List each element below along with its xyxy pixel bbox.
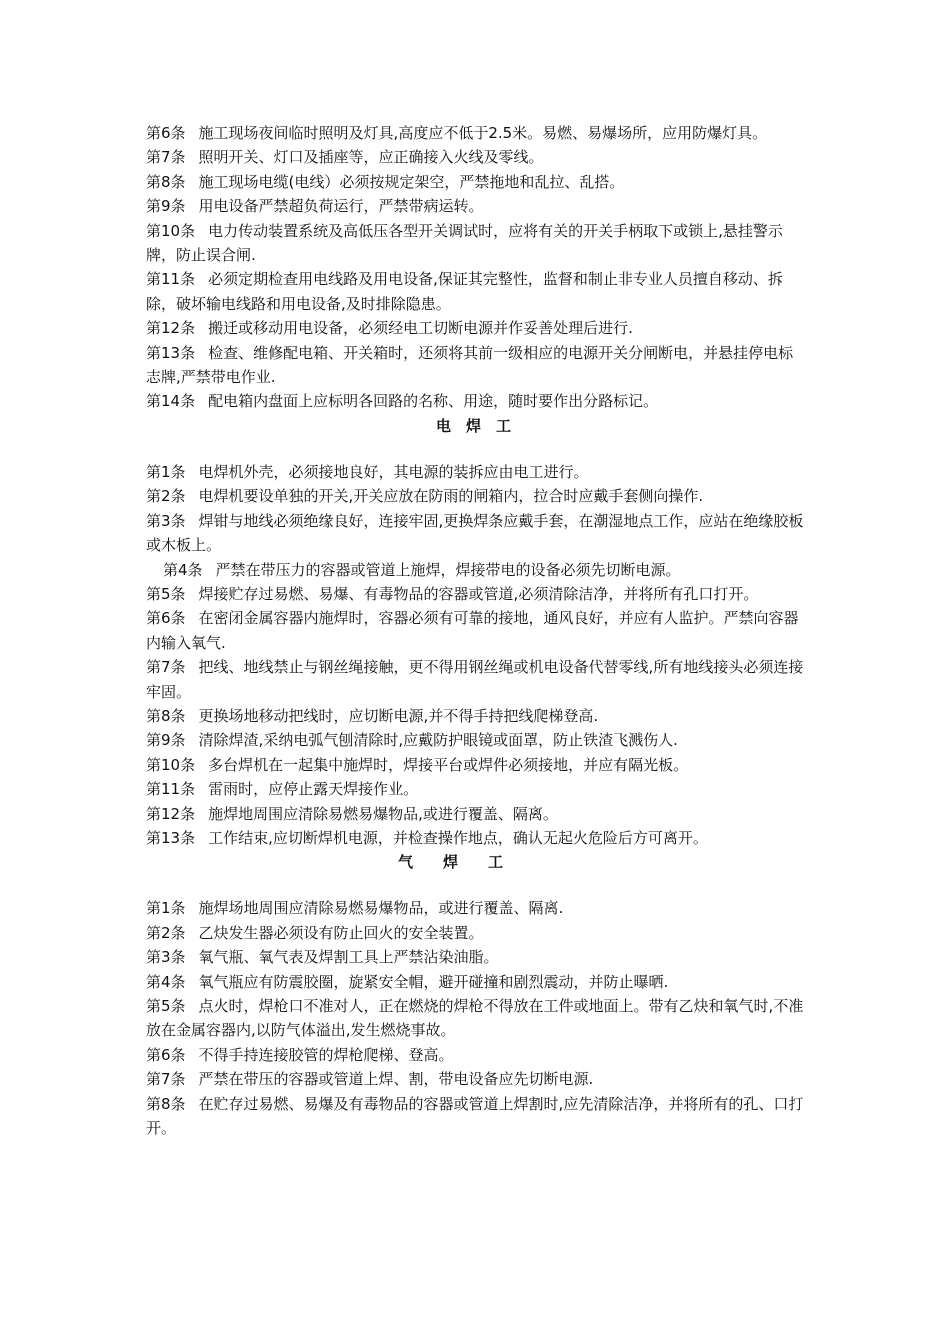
rule-item: [146, 1067, 808, 1091]
rule-text: 电力传动装置系统及高低压各型开关调试时，应将有关的开关手柄取下或锁上,悬挂警示牌，防止误合闸.: [146, 221, 783, 265]
document-body: [146, 121, 808, 1140]
rule-text: 施工现场夜间临时照明及灯具,高度应不低于2.5米。易燃、易爆场所，应用防爆灯具。: [198, 124, 768, 142]
rule-item: [146, 389, 808, 413]
rule-text: 工作结束,应切断焊机电源，并检查操作地点，确认无起火危险后方可离开。: [208, 828, 708, 847]
rule-item: [146, 921, 808, 945]
rule-label: 第6条: [146, 124, 186, 142]
rule-label: 第6条: [146, 609, 186, 628]
rule-text: 施工现场电缆(电线）必须按规定架空，严禁拖地和乱拉、乱搭。: [198, 172, 625, 191]
rule-text: 多台焊机在一起集中施焊时，焊接平台或焊件必须接地，并应有隔光板。: [208, 755, 689, 774]
rule-text: 搬迁或移动用电设备，必须经电工切断电源并作妥善处理后进行.: [208, 319, 633, 338]
rule-item: [146, 777, 808, 801]
rule-text: 用电设备严禁超负荷运行，严禁带病运转。: [198, 197, 484, 216]
section-electrician-continued: [146, 121, 808, 414]
rule-label: 第13条: [146, 828, 196, 847]
rule-item: [146, 753, 808, 777]
rule-item: [146, 170, 808, 194]
rule-item: [146, 558, 808, 582]
rule-label: 第6条: [146, 1045, 186, 1064]
rule-item: [146, 484, 808, 508]
rule-label: 第8条: [146, 706, 186, 725]
rule-item: [146, 509, 808, 558]
rule-item: [146, 219, 808, 268]
rule-item: [146, 341, 808, 390]
rule-label: 第5条: [146, 997, 186, 1015]
rule-text: 清除焊渣,采纳电弧气刨清除时,应戴防护眼镜或面罩，防止铁渣飞溅伤人.: [198, 731, 678, 750]
rule-item: [146, 582, 808, 606]
rule-label: 第4条: [163, 560, 203, 579]
rule-label: 第9条: [146, 197, 186, 216]
rule-item: [146, 896, 808, 920]
rule-item: [146, 655, 808, 704]
rule-text: 在贮存过易燃、易爆及有毒物品的容器或管道上焊割时,应先清除洁净，并将所有的孔、口打开。: [146, 1094, 804, 1138]
rule-label: 第1条: [146, 899, 186, 918]
rule-label: 第1条: [146, 462, 186, 481]
section-gas-welder: [146, 896, 808, 1140]
rule-label: 第10条: [146, 755, 196, 774]
rule-item: [146, 121, 808, 145]
rule-text: 在密闭金属容器内施焊时，容器必须有可靠的接地，通风良好，并应有人监护。严禁向容器内输入氧气.: [146, 609, 799, 652]
rule-label: 第13条: [146, 343, 196, 362]
rule-text: 雷雨时，应停止露天焊接作业。: [208, 780, 419, 799]
rule-label: 第2条: [146, 923, 186, 942]
rule-label: 第7条: [146, 148, 186, 167]
section-heading-gas-welder: 气 焊 工: [398, 853, 504, 872]
rule-label: 第8条: [146, 1094, 186, 1113]
section-electric-welder: [146, 460, 808, 851]
rule-text: 检查、维修配电箱、开关箱时，还须将其前一级相应的电源开关分闸断电，并悬挂停电标志牌,严禁带电作业.: [146, 343, 794, 387]
rule-item: [146, 194, 808, 218]
rule-label: 第3条: [146, 948, 186, 967]
rule-item: [146, 802, 808, 826]
rule-item: [146, 994, 808, 1043]
rule-text: 氧气瓶、氧气表及焊割工具上严禁沾染油脂。: [198, 948, 499, 967]
rule-text: 电焊机要设单独的开关,开关应放在防雨的闸箱内，拉合时应戴手套侧向操作.: [198, 487, 704, 506]
rule-text: 氧气瓶应有防震胶圈，旋紧安全帽，避开碰撞和剧烈震动，并防止曝晒.: [198, 972, 669, 991]
rule-item: [146, 970, 808, 994]
rule-text: 严禁在带压的容器或管道上焊、割，带电设备应先切断电源.: [198, 1070, 594, 1089]
rule-text: 不得手持连接胶管的焊枪爬梯、登高。: [198, 1045, 454, 1064]
rule-text: 配电箱内盘面上应标明各回路的名称、用途，随时要作出分路标记。: [208, 392, 659, 411]
rule-item: [146, 460, 808, 484]
rule-item: [146, 704, 808, 728]
rule-item: [146, 1043, 808, 1067]
rule-text: 施焊地周围应清除易燃易爆物品,或进行覆盖、隔离。: [208, 804, 558, 823]
rule-label: 第9条: [146, 731, 186, 750]
rule-label: 第5条: [146, 584, 186, 603]
rule-text: 更换场地移动把线时，应切断电源,并不得手持把线爬梯登高.: [198, 706, 599, 725]
rule-label: 第4条: [146, 972, 186, 991]
rule-item: [146, 606, 808, 655]
rule-text: 把线、地线禁止与钢丝绳接触，更不得用钢丝绳或机电设备代替零线,所有地线接头必须连接牢固。: [146, 658, 804, 701]
rule-label: 第3条: [146, 511, 186, 530]
rule-label: 第12条: [146, 319, 196, 338]
section-heading-welder: 电 焊 工: [436, 416, 512, 435]
rule-text: 点火时，焊枪口不准对人，正在燃烧的焊枪不得放在工件或地面上。带有乙炔和氧气时,不准放在金属容器内,以防气体溢出,发生燃烧事故。: [146, 997, 804, 1040]
rule-text: 焊钳与地线必须绝缘良好，连接牢固,更换焊条应戴手套，在潮湿地点工作，应站在绝缘胶板或木板上。: [146, 511, 804, 555]
rule-label: 第10条: [146, 221, 196, 240]
rule-label: 第7条: [146, 1070, 186, 1089]
rule-label: 第2条: [146, 487, 186, 506]
rule-item: [146, 316, 808, 340]
rule-text: 必须定期检查用电线路及用电设备,保证其完整性，监督和制止非专业人员擅自移动、拆除，破坏输电线路和用电设备,及时排除隐患。: [146, 270, 783, 313]
rule-label: 第11条: [146, 780, 196, 799]
rule-item: [146, 945, 808, 969]
rule-item: [146, 145, 808, 169]
rule-text: 照明开关、灯口及插座等，应正确接入火线及零线。: [198, 148, 544, 167]
rule-label: 第11条: [146, 270, 196, 289]
rule-label: 第7条: [146, 658, 186, 677]
rule-item: [146, 267, 808, 316]
rule-item: [146, 1092, 808, 1141]
rule-text: 焊接贮存过易燃、易爆、有毒物品的容器或管道,必须清除洁净，并将所有孔口打开。: [198, 584, 759, 603]
rule-item: [146, 826, 808, 850]
rule-label: 第12条: [146, 804, 196, 823]
rule-label: 第8条: [146, 172, 186, 191]
rule-text: 电焊机外壳，必须接地良好，其电源的装拆应由电工进行。: [198, 462, 589, 481]
rule-text: 施焊场地周围应清除易燃易爆物品，或进行覆盖、隔离.: [198, 899, 564, 918]
rule-text: 乙炔发生器必须设有防止回火的安全装置。: [198, 923, 484, 942]
rule-label: 第14条: [146, 392, 196, 411]
rule-text: 严禁在带压力的容器或管道上施焊，焊接带电的设备必须先切断电源。: [215, 560, 681, 579]
rule-item: [146, 728, 808, 752]
